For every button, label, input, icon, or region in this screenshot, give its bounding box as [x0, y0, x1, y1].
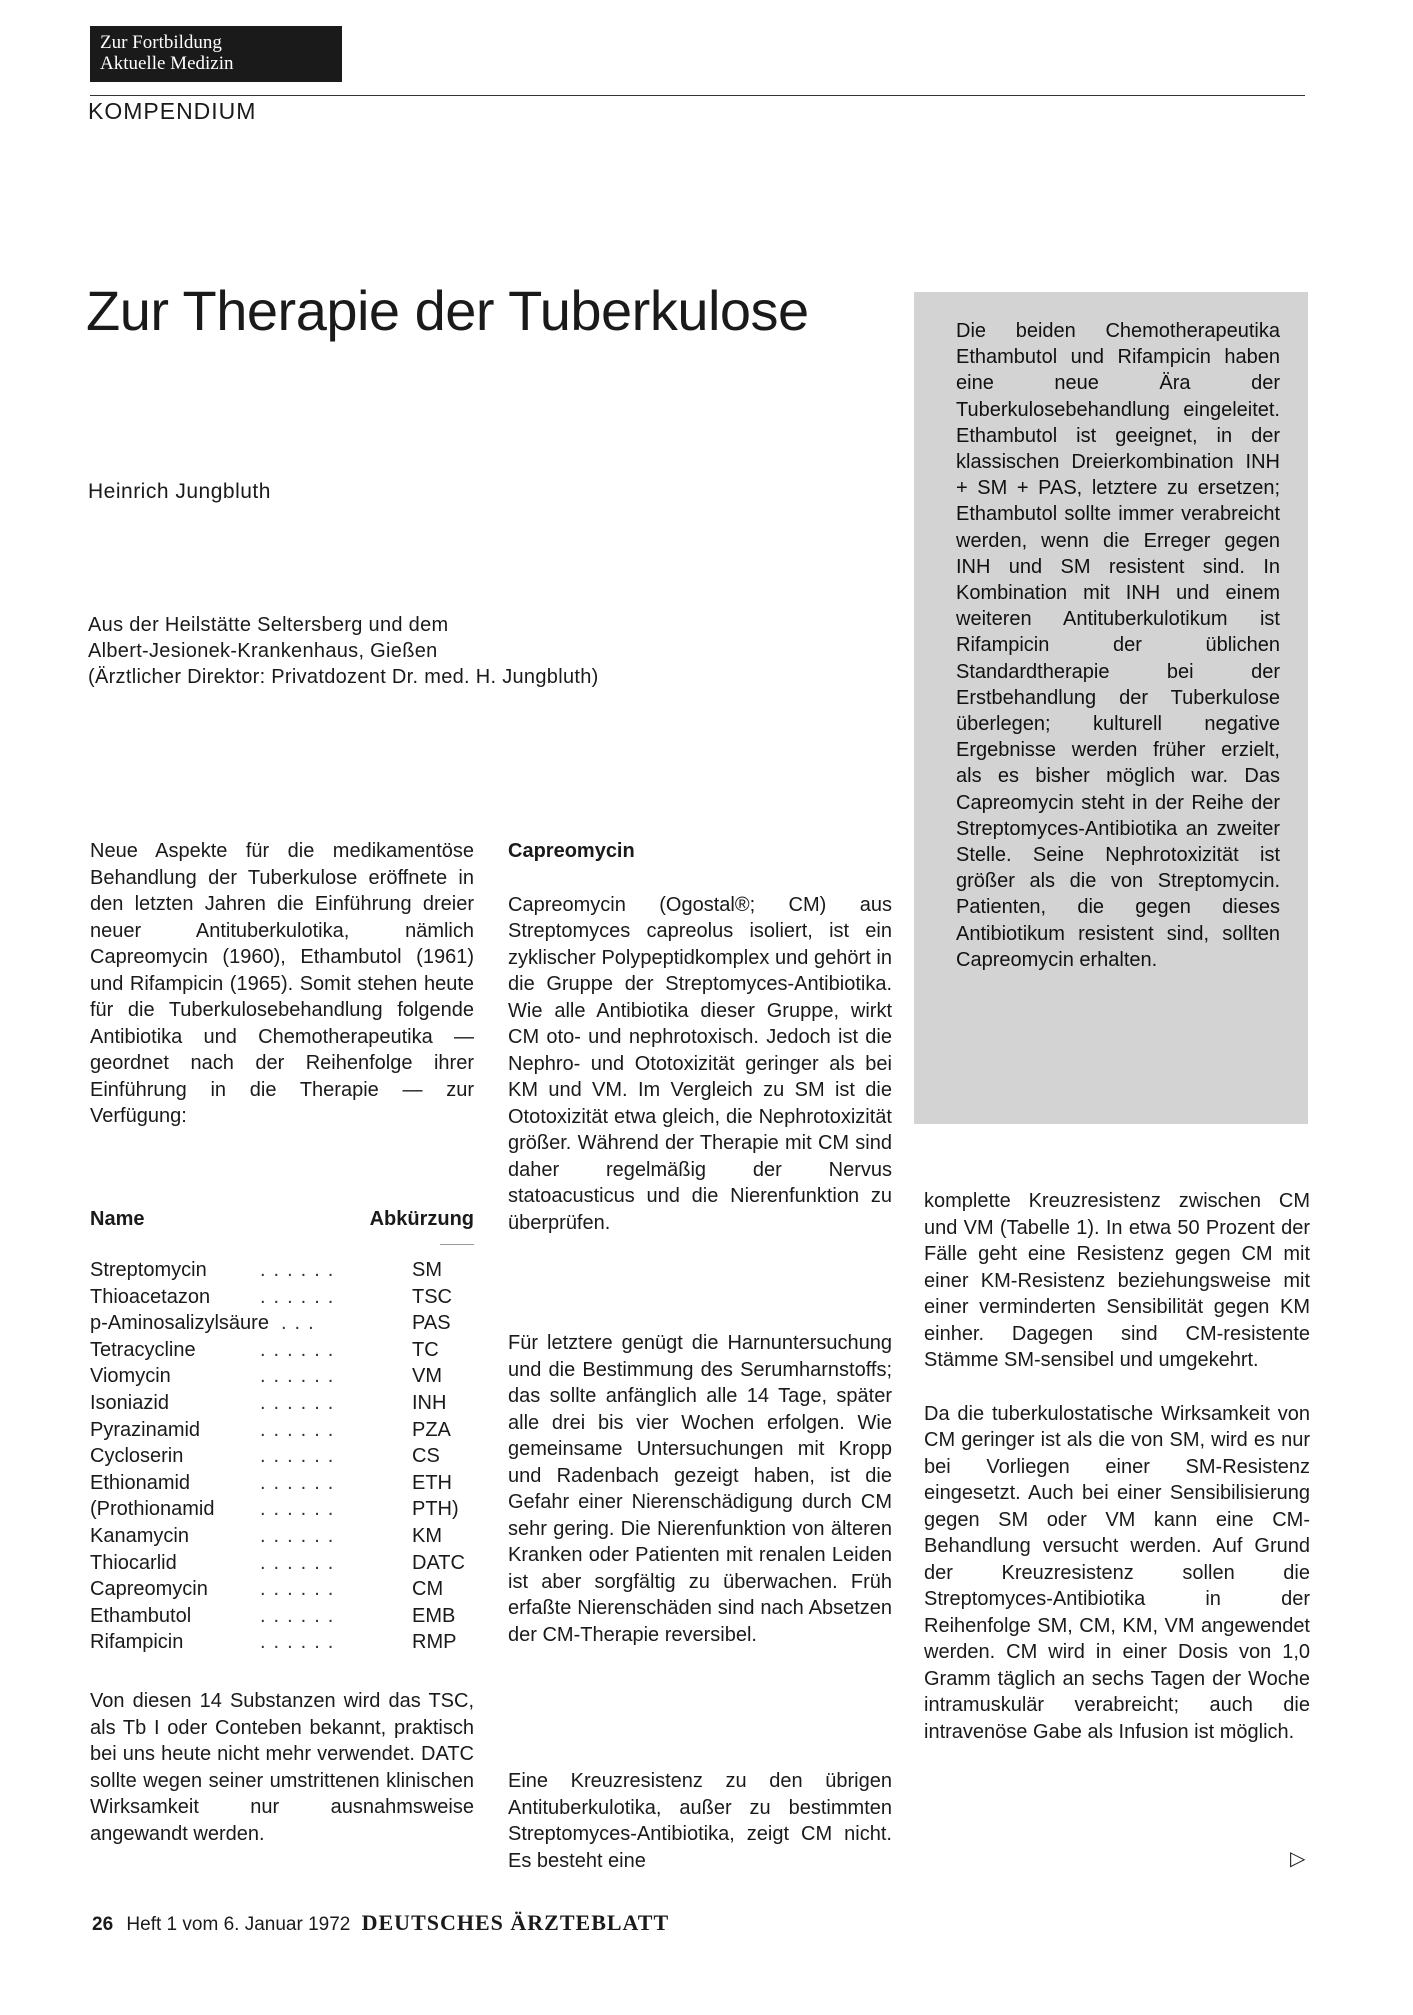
drug-table-row — [90, 1284, 474, 1311]
drug-abbreviation: TSC — [412, 1285, 452, 1308]
issue-info: Heft 1 vom 6. Januar 1972 — [126, 1914, 351, 1935]
section-label: KOMPENDIUM — [88, 98, 257, 124]
drug-table-row — [90, 1337, 474, 1364]
drug-name: Ethionamid — [90, 1471, 191, 1494]
leader-dots: ...... — [260, 1365, 342, 1388]
department-label-box — [90, 26, 342, 82]
affiliation-line: (Ärztlicher Direktor: Privatdozent Dr. med. H. Jungbluth) — [88, 666, 599, 688]
drug-abbreviation: RMP — [412, 1631, 457, 1654]
author-name: Heinrich Jungbluth — [88, 480, 271, 503]
drug-abbreviation: KM — [412, 1524, 442, 1547]
drug-name: Tetracycline — [90, 1338, 196, 1361]
leader-dots: ...... — [260, 1285, 342, 1308]
capreomycin-paragraph-3: Eine Kreuzresistenz zu den übrigen Antituberkulotika, außer zu bestimmten Streptomyces-Antibiotika, zeigt CM nicht. Es besteht eine — [508, 1770, 892, 1872]
column-1-after-table — [90, 1688, 474, 1847]
drug-table — [90, 1257, 474, 1656]
drug-name: Cycloserin — [90, 1445, 184, 1468]
leader-dots: ...... — [260, 1551, 342, 1574]
drug-abbreviation: SM — [412, 1259, 442, 1281]
drug-table-row — [90, 1443, 474, 1470]
abstract-text: Die beiden Chemotherapeutika Ethambutol und Rifampicin haben eine neue Ära der Tuberkulosebehandlung eingeleitet. Ethambutol ist geeignet, in der klassischen Dreierkombination INH + SM + PAS, letztere zu ersetzen; Ethambutol sollte immer verabreicht werden, wenn die Erreger gegen INH und SM resistent sind. In Kombination mit INH und einem weiteren Antituberkulotikum ist Rifampicin der üblichen Standardtherapie bei der Erstbehandlung der Tuberkulose überlegen; kulturell negative Ergebnisse werden früher erzielt, als es bisher möglich war. Das Capreomycin steht in der Reihe der Streptomyces-Antibiotika an zweiter Stelle. Seine Nephrotoxizität ist größer als die von Streptomycin. Patienten, die gegen dieses Antibiotikum resistent sind, sollten Capreomycin erhalten. — [956, 320, 1280, 971]
column-3 — [924, 1188, 1310, 1745]
drug-abbreviation: PAS — [412, 1312, 451, 1335]
table-header-name: Name — [90, 1208, 145, 1230]
article-title: Zur Therapie der Tuberkulose — [86, 279, 809, 342]
cross-resistance-paragraph: komplette Kreuzresistenz zwischen CM und VM (Tabelle 1). In etwa 50 Prozent der Fälle geht eine Resistenz gegen CM mit einer KM-Resistenz beziehungsweise mit einer verminderten Sensibilität gegen KM einher. Dagegen sind CM-resistente Stämme SM-sensibel und umgekehrt. — [924, 1190, 1310, 1371]
department-label-line2: Aktuelle Medizin — [100, 53, 234, 74]
drug-name: p-Aminosalizylsäure — [90, 1312, 269, 1335]
drug-table-row — [90, 1257, 474, 1284]
drug-name: Pyrazinamid — [90, 1418, 201, 1441]
column-2-part-3 — [508, 1768, 892, 1874]
drug-table-row — [90, 1496, 474, 1523]
leader-dots: ...... — [260, 1259, 342, 1281]
drug-name: Viomycin — [90, 1365, 171, 1388]
drug-name: (Prothionamid — [90, 1498, 215, 1521]
table-header-rule — [440, 1244, 474, 1245]
column-2 — [508, 838, 892, 1236]
leader-dots: ...... — [260, 1578, 342, 1601]
leader-dots: ...... — [260, 1498, 342, 1521]
leader-dots: ...... — [260, 1471, 342, 1494]
leader-dots: ...... — [260, 1631, 342, 1654]
drug-abbreviation: ETH — [412, 1471, 452, 1494]
drug-abbreviation: INH — [412, 1391, 447, 1414]
drug-table-row — [90, 1470, 474, 1497]
drug-name: Thioacetazon — [90, 1285, 211, 1308]
drug-abbreviation: VM — [412, 1365, 442, 1388]
drug-name: Rifampicin — [90, 1631, 184, 1654]
drug-name: Ethambutol — [90, 1604, 192, 1627]
capreomycin-paragraph-2: Für letztere genügt die Harnuntersuchung und die Bestimmung des Serumharnstoffs; das sollte anfänglich alle 14 Tage, später alle drei bis vier Wochen erfolgen. Wie gemeinsame Untersuchungen mit Kropp und Radenbach gezeigt haben, ist die Gefahr einer Nierenschädigung durch CM sehr gering. Die Nierenfunktion von älteren Kranken oder Patienten mit renalen Leiden ist aber sorgfältig zu überwachen. Früh erfaßte Nierenschäden sind nach Absetzen der CM-Therapie reversibel. — [508, 1332, 892, 1646]
journal-name: DEUTSCHES ÄRZTEBLATT — [361, 1910, 670, 1935]
intro-paragraph: Neue Aspekte für die medikamentöse Behandlung der Tuberkulose eröffnete in den letzten Jahren die Einführung dreier neuer Antituberkulotika, nämlich Capreomycin (1960), Ethambutol (1961) und Rifampicin (1965). Somit stehen heute für die Tuberkulosebehandlung folgende Antibiotika und Chemotherapeutika — geordnet nach der Reihenfolge ihrer Einführung in die Therapie — zur Verfügung: — [90, 840, 474, 1127]
department-label-line1: Zur Fortbildung — [100, 32, 222, 53]
dosage-paragraph: Da die tuberkulostatische Wirksamkeit von CM geringer ist als die von SM, wird es nur bei Vorliegen einer SM-Resistenz eingesetzt. Auch bei einer Sensibilisierung gegen SM oder VM kann eine CM-Behandlung versucht werden. Auf Grund der Kreuzresistenz sollen die Streptomyces-Antibiotika in der Reihenfolge SM, CM, KM, VM angewendet werden. CM wird in einer Dosis von 1,0 Gramm täglich an sechs Tagen der Woche intramuskulär verabreicht; auch die intravenöse Gabe als Infusion ist möglich. — [924, 1402, 1310, 1743]
drug-abbreviation: EMB — [412, 1604, 456, 1627]
leader-dots: ...... — [260, 1418, 342, 1441]
header-rule — [90, 95, 1305, 96]
drug-name: Kanamycin — [90, 1524, 189, 1547]
drug-abbreviation: DATC — [412, 1551, 465, 1574]
drug-table-row — [90, 1603, 474, 1630]
drug-table-row — [90, 1417, 474, 1444]
continue-arrow-icon: ▷ — [1290, 1848, 1306, 1870]
drug-name: Streptomycin — [90, 1259, 207, 1281]
drug-name: Isoniazid — [90, 1391, 169, 1414]
table-header-abbreviation: Abkürzung — [369, 1208, 474, 1230]
page-number: 26 — [92, 1914, 114, 1935]
drug-abbreviation: PZA — [412, 1418, 451, 1441]
leader-dots: ...... — [260, 1524, 342, 1547]
author-affiliation — [88, 612, 599, 690]
drug-table-row — [90, 1576, 474, 1603]
drug-table-row — [90, 1629, 474, 1656]
drug-table-row — [90, 1390, 474, 1417]
affiliation-line: Aus der Heilstätte Seltersberg und dem — [88, 614, 449, 636]
section-heading-capreomycin: Capreomycin — [508, 840, 635, 862]
capreomycin-paragraph-1: Capreomycin (Ogostal®; CM) aus Streptomyces capreolus isoliert, ist ein zyklischer Polypeptidkomplex und gehört in die Gruppe der Streptomyces-Antibiotika. Wie alle Antibiotika dieser Gruppe, wirkt CM oto- und nephrotoxisch. Jedoch ist die Nephro- und Ototoxizität geringer als bei KM und VM. Im Vergleich zu SM ist die Ototoxizität etwa gleich, die Nephrotoxizität größer. Während der Therapie mit CM sind daher regelmäßig der Nervus statoacusticus und die Nierenfunktion zu überprüfen. — [508, 893, 892, 1234]
drug-name: Thiocarlid — [90, 1551, 177, 1574]
drug-abbreviation: PTH) — [412, 1498, 459, 1521]
column-2-part-2 — [508, 1330, 892, 1648]
leader-dots: ... — [281, 1312, 322, 1335]
leader-dots: ...... — [260, 1445, 342, 1468]
abstract-box — [914, 292, 1308, 1124]
after-table-paragraph: Von diesen 14 Substanzen wird das TSC, als Tb I oder Conteben bekannt, praktisch bei uns heute nicht mehr verwendet. DATC sollte wegen seiner umstrittenen klinischen Wirksamkeit nur ausnahmsweise angewandt werden. — [90, 1690, 474, 1845]
leader-dots: ...... — [260, 1391, 342, 1414]
drug-abbreviation: CS — [412, 1445, 440, 1468]
drug-table-row — [90, 1550, 474, 1577]
drug-abbreviation: TC — [412, 1338, 439, 1361]
drug-abbreviation: CM — [412, 1578, 444, 1601]
leader-dots: ...... — [260, 1604, 342, 1627]
drug-table-row — [90, 1523, 474, 1550]
leader-dots: ...... — [260, 1338, 342, 1361]
drug-table-row — [90, 1310, 474, 1337]
drug-table-row — [90, 1363, 474, 1390]
page-footer — [92, 1910, 669, 1936]
affiliation-line: Albert-Jesionek-Krankenhaus, Gießen — [88, 640, 438, 662]
column-1-intro — [90, 838, 474, 1130]
drug-name: Capreomycin — [90, 1578, 208, 1601]
